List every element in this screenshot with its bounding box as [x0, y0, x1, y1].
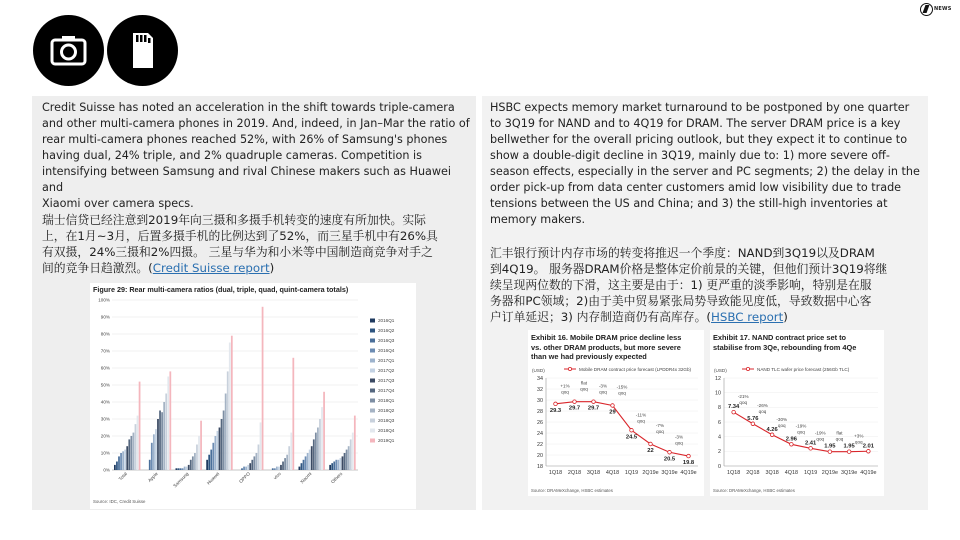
data-label: 29.7 — [587, 405, 600, 412]
y-tick-label: 100% — [98, 297, 110, 303]
data-point — [809, 447, 813, 451]
data-label: 29.3 — [549, 407, 562, 414]
y-tick-label: 0 — [718, 463, 721, 470]
text-line: 汇丰银行预计内存市场的转变将推迟一个季度：NAND到3Q19以及DRAM — [490, 246, 875, 260]
legend-label: 2016Q1 — [378, 318, 395, 323]
qoq-annotation: qoq — [816, 436, 825, 442]
bar — [128, 439, 130, 470]
bar — [284, 458, 286, 470]
qoq-annotation: -21% — [737, 394, 749, 400]
exhibit-17-title: Exhibit 17. NAND contract price set to stabilise from 3Qe, rebounding from 4Qe — [713, 333, 857, 352]
x-tick-label: 3Q19e — [661, 470, 678, 476]
qoq-annotation: qoq — [797, 429, 805, 435]
data-label: 19.8 — [682, 460, 695, 467]
y-tick-label: 18 — [537, 463, 543, 470]
qoq-annotation: qoq — [618, 390, 626, 396]
legend-swatch — [370, 409, 375, 413]
bar — [159, 411, 161, 471]
data-point — [554, 402, 558, 406]
unit-label: (USD) — [714, 368, 727, 373]
bar — [329, 465, 331, 470]
bar — [184, 467, 186, 470]
text-line: 到4Q19。 服务器DRAM价格是整体定价前景的关键，但他们预计3Q19将继 — [490, 262, 888, 276]
bar — [176, 468, 178, 470]
x-tick-label: 1Q19 — [804, 470, 818, 476]
bar — [139, 382, 141, 470]
data-label: 24.5 — [625, 434, 638, 441]
bar — [137, 416, 139, 470]
data-point — [770, 433, 774, 437]
qoq-annotation: qoq — [580, 386, 588, 392]
data-point — [592, 400, 596, 404]
bar — [231, 336, 233, 470]
bar — [354, 416, 356, 470]
y-tick-label: 20 — [537, 452, 543, 459]
x-tick-label: Others — [330, 471, 344, 485]
legend-label: NAND TLC wafer price forecast (256Gb TLC) — [757, 367, 850, 372]
bar — [167, 377, 169, 471]
bar — [305, 456, 307, 470]
bar — [307, 453, 309, 470]
qoq-annotation: -15% — [616, 384, 628, 390]
y-tick-label: 34 — [537, 375, 543, 382]
x-tick-label: 2Q19e — [821, 470, 838, 476]
qoq-annotation: qoq — [561, 389, 569, 395]
legend-marker — [568, 367, 571, 370]
y-tick-label: 90% — [100, 314, 110, 320]
legend-label: 2019Q1 — [378, 438, 395, 443]
bar — [344, 453, 346, 470]
bar — [249, 463, 251, 470]
bar — [243, 467, 245, 470]
data-label: 29 — [609, 409, 616, 416]
data-label: 20.5 — [663, 456, 676, 463]
legend-swatch — [370, 389, 375, 393]
text-line: 瑞士信贷已经注意到2019年向三摄和多摄手机转变的速度有所加快。实际 — [42, 213, 426, 227]
qoq-annotation: +1% — [560, 383, 570, 389]
x-tick-label: 1Q18 — [548, 470, 563, 476]
text-line: having dual, 24% triple, and 2% quadruple cameras. Competition is — [42, 149, 422, 162]
y-tick-label: 20% — [100, 433, 110, 439]
data-point — [668, 450, 672, 454]
bar — [337, 460, 339, 470]
text-line: Credit Suisse has noted an acceleration in the shift towards triple-camera — [42, 101, 455, 114]
y-tick-label: 28 — [537, 408, 543, 415]
brand-text: NEWS — [934, 6, 952, 12]
bar — [208, 455, 210, 470]
x-tick-label: Samsung — [172, 471, 190, 489]
text-line: 间的竞争日趋激烈。(Credit Suisse report) — [42, 261, 275, 275]
hsbc-report-link[interactable]: HSBC report — [711, 310, 784, 324]
bar — [317, 428, 319, 471]
bar — [276, 467, 278, 470]
bar — [196, 445, 198, 471]
figure-29-source: Source: IDC, Credit Suisse — [93, 499, 146, 504]
bar — [165, 394, 167, 471]
qoq-annotation: -26% — [757, 402, 768, 408]
sd-card-icon — [107, 15, 178, 86]
y-tick-label: 60% — [100, 365, 110, 371]
y-tick-label: 24 — [537, 430, 543, 437]
camera-icon — [33, 15, 104, 86]
bar — [190, 460, 192, 470]
exhibit-17-source: Source: DRAMeXchange, HSBC estimates — [713, 488, 795, 493]
x-tick-label: Xiaomi — [299, 471, 313, 485]
bar — [241, 468, 243, 470]
bar — [323, 392, 325, 470]
bar — [153, 434, 155, 470]
x-tick-label: 2Q19e — [642, 470, 659, 476]
x-tick-label: 1Q18 — [727, 470, 741, 476]
bar — [186, 467, 188, 470]
bar — [290, 433, 292, 470]
y-tick-label: 32 — [537, 386, 543, 393]
legend-swatch — [370, 399, 375, 403]
bar — [335, 460, 337, 470]
qoq-annotation: -19% — [814, 430, 826, 436]
bar — [219, 428, 221, 471]
legend-marker — [746, 367, 749, 370]
y-tick-label: 22 — [537, 441, 543, 448]
bar — [135, 424, 137, 470]
bar — [346, 450, 348, 470]
y-tick-label: 70% — [100, 348, 110, 354]
bar — [280, 465, 282, 470]
data-label: 2.96 — [785, 436, 798, 443]
x-tick-label: OPPO — [238, 471, 252, 485]
bar — [116, 462, 118, 471]
y-tick-label: 0% — [103, 467, 110, 473]
bar — [299, 467, 301, 470]
bar — [126, 446, 128, 470]
data-point — [573, 400, 577, 404]
data-label: 22 — [647, 448, 654, 454]
data-label: 1.95 — [843, 443, 855, 450]
bar — [223, 411, 225, 471]
bar — [194, 453, 196, 470]
bar — [192, 456, 194, 470]
bar — [206, 460, 208, 470]
bar — [182, 468, 184, 470]
qoq-annotation: -3% — [598, 383, 608, 389]
data-point — [751, 422, 755, 426]
legend-label: 2017Q3 — [378, 378, 395, 383]
bar — [151, 443, 153, 470]
data-point — [687, 454, 691, 458]
qoq-annotation: qoq — [739, 400, 748, 406]
data-point — [649, 442, 653, 446]
legend-swatch — [370, 319, 375, 323]
y-tick-label: 4 — [718, 434, 721, 441]
bar — [274, 468, 276, 470]
legend-label: 2018Q2 — [378, 408, 395, 413]
bar — [225, 394, 227, 471]
legend-swatch — [370, 419, 375, 423]
figure-29-chart — [90, 294, 416, 500]
bar — [114, 465, 116, 470]
x-tick-label: 4Q19e — [680, 470, 697, 476]
bar — [340, 458, 342, 470]
y-tick-label: 26 — [537, 419, 543, 426]
text-line: and other multi-camera phones in 2019. And, indeed, in Jan–Mar the ratio of — [42, 117, 470, 130]
bar — [247, 465, 249, 470]
text-line: tensions between the US and China; and 3) the still-high inventories at — [490, 197, 888, 210]
x-tick-label: Total — [117, 471, 129, 482]
bar — [292, 358, 294, 470]
left-panel — [32, 96, 476, 510]
credit-suisse-report-link[interactable]: Credit Suisse report — [152, 261, 270, 275]
text-line: memory makers. — [490, 213, 586, 226]
bar — [350, 439, 352, 470]
bar — [256, 453, 258, 470]
qoq-annotation: -30% — [776, 416, 788, 422]
x-tick-label: Huawei — [205, 471, 221, 486]
text-line: 户订单延迟；3) 内存制造商仍有高库存。(HSBC report) — [490, 310, 788, 324]
text-line: season effects, especially in the server and PC segments; 2) the delay in the — [490, 165, 920, 178]
data-label: 2.41 — [804, 440, 817, 447]
bar — [149, 460, 151, 470]
text-line: intensifying between Samsung and rival Chinese makers such as Huawei and — [42, 165, 452, 194]
x-tick-label: 3Q18 — [765, 470, 779, 476]
figure-29-title: Figure 29: Rear multi-camera ratios (dual, triple, quad, quint-camera totals) — [93, 285, 349, 294]
bar — [227, 371, 229, 470]
legend-swatch — [370, 329, 375, 333]
bar — [260, 422, 262, 470]
exhibit-16-title: Exhibit 16. Mobile DRAM price decline less vs. other DRAM products, but more severe than we had previously expected — [531, 333, 682, 361]
y-tick-label: 12 — [715, 375, 721, 382]
bar — [120, 453, 122, 470]
qoq-annotation: qoq — [599, 389, 607, 395]
legend-label: 2018Q1 — [378, 398, 395, 403]
x-tick-label: 4Q18 — [784, 470, 798, 476]
x-tick-label: 4Q18 — [605, 470, 620, 476]
bar — [253, 456, 255, 470]
bar — [157, 419, 159, 470]
bar — [210, 450, 212, 470]
bar — [288, 446, 290, 470]
qoq-annotation: qoq — [656, 429, 664, 434]
bar — [212, 443, 214, 470]
qoq-annotation: qoq — [854, 439, 863, 445]
bar — [161, 412, 163, 470]
text-line: to 3Q19 for NAND and to 4Q19 for DRAM. The server DRAM price is a key — [490, 117, 901, 130]
data-label: 1.95 — [824, 443, 836, 450]
bar — [303, 460, 305, 470]
bar — [309, 450, 311, 470]
exhibit-16-chart — [528, 362, 704, 492]
x-tick-label: 2Q18 — [746, 470, 760, 476]
data-label: 2.01 — [862, 443, 875, 450]
y-tick-label: 30 — [537, 397, 543, 404]
data-point — [630, 428, 634, 432]
bar — [262, 307, 264, 470]
legend-label: 2016Q3 — [378, 338, 395, 343]
hsbc-chinese-text — [490, 245, 926, 325]
text-line: show a double-digit decline in 3Q19, mainly due to: 1) more severe off- — [490, 149, 890, 162]
bar — [301, 463, 303, 470]
x-tick-label: 1Q19 — [624, 470, 639, 476]
data-label: 7.34 — [727, 404, 740, 411]
legend-label: 2016Q2 — [378, 328, 395, 333]
hsbc-english-text — [490, 100, 926, 228]
legend-label: 2018Q4 — [378, 428, 395, 433]
text-line: rear multi-camera phones reached 52%, with 26% of Samsung's phones — [42, 133, 448, 146]
bar — [229, 343, 231, 471]
brand-logo — [920, 3, 954, 19]
bar — [342, 456, 344, 470]
x-tick-label: Apple — [146, 471, 159, 484]
qoq-annotation: qoq — [675, 440, 683, 446]
data-point — [847, 450, 851, 454]
bar — [122, 451, 124, 470]
bar — [163, 402, 165, 470]
x-tick-label: vivo — [272, 471, 282, 481]
bar — [333, 462, 335, 471]
bar — [313, 439, 315, 470]
bar — [118, 456, 120, 470]
legend-swatch — [370, 349, 375, 353]
legend-swatch — [370, 429, 375, 433]
qoq-annotation: qoq — [758, 408, 767, 414]
x-tick-label: 3Q19e — [841, 470, 858, 476]
qoq-annotation: qoq — [835, 436, 844, 442]
qoq-annotation: +3% — [854, 433, 864, 439]
legend-swatch — [370, 339, 375, 343]
qoq-annotation: -7% — [655, 423, 665, 428]
bar — [321, 407, 323, 470]
exhibit-16 — [528, 330, 704, 496]
qoq-annotation: flat — [580, 380, 588, 386]
data-point — [867, 449, 871, 453]
bar — [348, 446, 350, 470]
text-line: 上，在1月~3月，后置多摄手机的比例达到了52%，而三星手机中有26%具 — [42, 229, 438, 243]
bar — [217, 431, 219, 470]
bar — [198, 436, 200, 470]
data-point — [611, 404, 615, 408]
bar — [315, 433, 317, 470]
bar — [272, 468, 274, 470]
data-label: 4.26 — [766, 426, 778, 433]
bar — [251, 460, 253, 470]
y-tick-label: 6 — [718, 419, 721, 426]
bar — [278, 467, 280, 470]
bar — [214, 436, 216, 470]
bar — [188, 465, 190, 470]
legend-label: 2017Q1 — [378, 358, 395, 363]
y-tick-label: 10% — [100, 450, 110, 456]
bar — [169, 371, 171, 470]
legend-label: 2017Q2 — [378, 368, 395, 373]
credit-suisse-chinese-text — [42, 212, 474, 276]
text-line: 续呈现两位数的下滑，这主要是由于：1) 更严重的淡季影响，特别是在服 — [490, 278, 872, 292]
text-line: bellwether for the overall pricing outlook, but they expect it to continue to — [490, 133, 908, 146]
qoq-annotation: qoq — [637, 418, 645, 424]
x-tick-label: 2Q18 — [567, 470, 582, 476]
data-point — [828, 450, 832, 454]
bar — [200, 421, 202, 470]
x-tick-label: 4Q19e — [860, 470, 877, 476]
y-tick-label: 80% — [100, 331, 110, 337]
text-line: HSBC expects memory market turnaround to be postponed by one quarter — [490, 101, 910, 114]
bar — [124, 450, 126, 470]
qoq-annotation: -3% — [674, 434, 684, 440]
bar — [133, 433, 135, 470]
bar — [352, 433, 354, 470]
bar — [282, 462, 284, 471]
qoq-annotation: -11% — [635, 412, 647, 418]
legend-label: 2018Q3 — [378, 418, 395, 423]
figure-29 — [90, 283, 416, 509]
qoq-annotation: qoq — [777, 422, 786, 428]
text-line: 务器和PC领域；2)由于美中贸易紧张局势导致能见度低，导致数据中心客 — [490, 294, 872, 308]
legend-label: 2016Q4 — [378, 348, 395, 353]
bar — [155, 429, 157, 470]
bar — [258, 445, 260, 471]
exhibit-17-chart — [710, 362, 884, 492]
qoq-annotation: flat — [836, 430, 843, 436]
y-tick-label: 10 — [715, 390, 721, 397]
x-tick-label: 3Q18 — [586, 470, 601, 476]
data-point — [790, 442, 794, 446]
legend-label: 2017Q4 — [378, 388, 395, 393]
bolt-icon — [920, 3, 933, 16]
unit-label: (USD) — [532, 368, 545, 373]
data-label: 29.7 — [568, 405, 581, 412]
y-tick-label: 50% — [100, 382, 110, 388]
legend-swatch — [370, 439, 375, 443]
y-tick-label: 30% — [100, 416, 110, 422]
text-line: Xiaomi over camera specs. — [42, 197, 194, 210]
y-tick-label: 2 — [718, 449, 721, 456]
bar — [130, 436, 132, 470]
data-point — [732, 410, 736, 414]
credit-suisse-english-text — [42, 100, 474, 212]
exhibit-17 — [710, 330, 884, 496]
legend-swatch — [370, 379, 375, 383]
bar — [311, 446, 313, 470]
legend-label: Mobile DRAM contract price forecast (LPDDR4x 32Gb) — [579, 367, 692, 372]
bar — [245, 467, 247, 470]
bar — [221, 419, 223, 470]
exhibit-16-source: Source: DRAMeXchange, HSBC estimates — [531, 488, 613, 493]
bar — [286, 455, 288, 470]
text-line: order pick-up from data center customers amid low visibility due to trade — [490, 181, 902, 194]
right-panel — [482, 96, 928, 510]
bar — [319, 419, 321, 470]
legend-swatch — [370, 369, 375, 373]
bar — [178, 468, 180, 470]
y-tick-label: 8 — [718, 405, 721, 412]
data-label: 5.76 — [747, 415, 759, 422]
text-line: 有双摄，24%三摄和2%四摄。 三星与华为和小米等中国制造商竞争对手之 — [42, 245, 433, 259]
legend-swatch — [370, 359, 375, 363]
bar — [180, 468, 182, 470]
y-tick-label: 40% — [100, 399, 110, 405]
qoq-annotation: -19% — [795, 423, 807, 429]
bar — [331, 463, 333, 470]
